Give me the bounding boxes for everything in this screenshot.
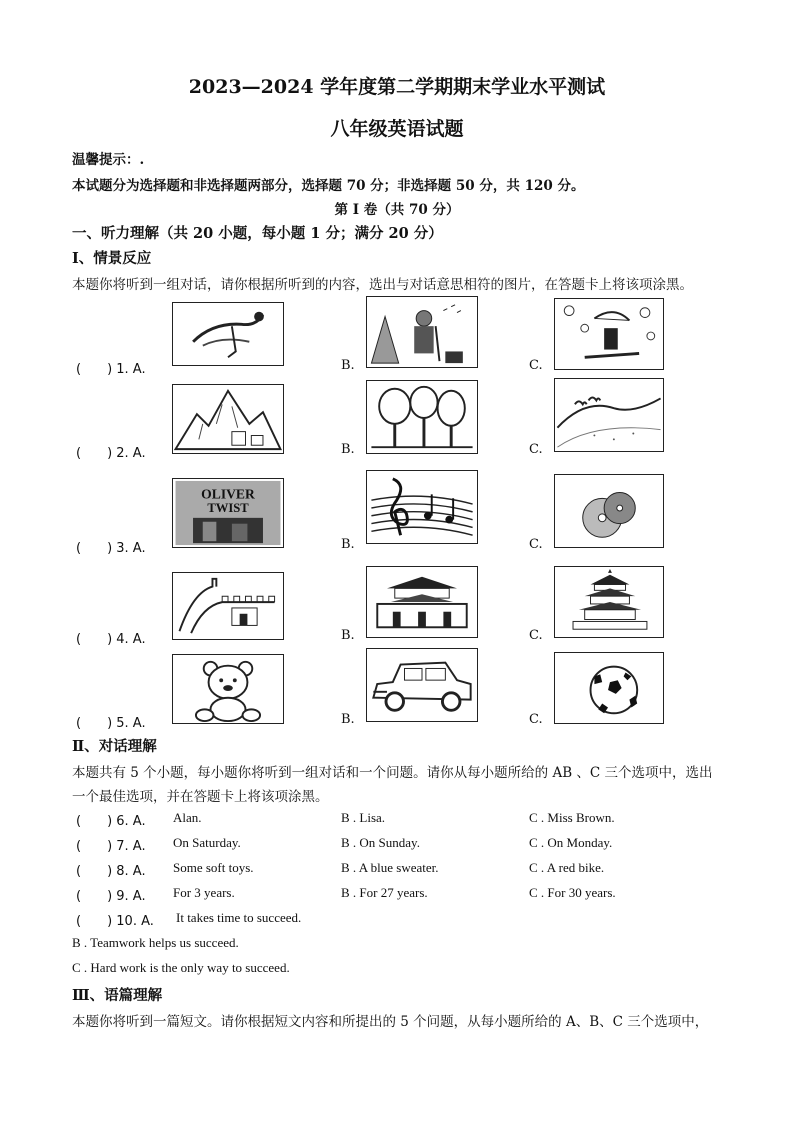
music-notes-icon [367,471,477,543]
q7-label: ( ) 7. A. [76,839,146,854]
tiananmen-icon [367,567,477,637]
q1-option-b-image[interactable] [366,296,478,368]
part3-instruction: 本题你将听到一篇短文。请你根据短文内容和所提出的 5 个问题，从每小题所给的 A、B、C 三个选项中， [72,1014,709,1030]
q3-option-c-label: C. [529,537,543,552]
q3-option-c-image[interactable] [554,474,664,548]
soccer-ball-icon [555,653,663,723]
q6-option-a[interactable]: Alan. [173,810,202,825]
q3-label: ( ) 3. A. [76,541,146,556]
q9-option-c[interactable]: C . For 30 years. [529,885,616,900]
q4-option-c-image[interactable] [554,566,664,638]
q2-option-c-label: C. [529,442,543,457]
q4-option-c-label: C. [529,628,543,643]
q5-option-b-label: B. [341,712,355,727]
q2-option-b-label: B. [341,442,355,457]
section1-title: 一、听力理解（共 20 小题，每小题 1 分；满分 20 分） [72,225,443,242]
q6-option-b[interactable]: B . Lisa. [341,810,386,825]
q4-option-b-image[interactable] [366,566,478,638]
q7-option-a[interactable]: On Saturday. [173,835,241,850]
book-title-line1: OLIVER [201,486,255,502]
desert-camels-icon [555,379,663,451]
q7-option-c[interactable]: C . On Monday. [529,835,613,850]
q3-option-a-image[interactable] [172,478,284,548]
teddy-bear-icon [173,655,283,723]
q4-option-a-image[interactable] [172,572,284,640]
q7-option-b[interactable]: B . On Sunday. [341,835,420,850]
temple-of-heaven-icon [555,567,663,637]
book-title-line2: TWIST [207,501,249,516]
oliver-twist-book-icon [173,479,283,547]
part2-instruction-line2: 一个最佳选项，并在答题卡上将该项涂黑。 [72,789,329,805]
q9-option-a[interactable]: For 3 years. [173,885,235,900]
q8-option-c[interactable]: C . A red bike. [529,860,605,875]
q8-label: ( ) 8. A. [76,864,146,879]
q2-label: ( ) 2. A. [76,446,146,461]
q2-option-a-image[interactable] [172,384,284,454]
part1-instruction: 本题你将听到一组对话，请你根据所听到的内容，选出与对话意思相符的图片，在答题卡上将该项涂黑。 [72,277,693,293]
q3-option-b-image[interactable] [366,470,478,544]
part3-title: Ⅲ、语篇理解 [72,987,163,1004]
q5-option-c-label: C. [529,712,543,727]
car-icon [367,649,477,721]
q4-option-b-label: B. [341,628,355,643]
q10-label: ( ) 10. A. [76,914,154,929]
q10-option-b[interactable]: B . Teamwork helps us succeed. [72,935,239,950]
q4-label: ( ) 4. A. [76,632,146,647]
mountain-village-icon [173,385,283,453]
part2-title: Ⅱ、对话理解 [72,738,157,755]
q10-option-c[interactable]: C . Hard work is the only way to succeed. [72,960,290,975]
q1-option-c-label: C. [529,358,543,373]
exam-title: 2023—2024 学年度第二学期期末学业水平测试 [188,76,606,98]
q5-option-c-image[interactable] [554,652,664,724]
part2-instruction-line1: 本题共有 5 个小题，每小题你将听到一组对话和一个问题。请你从每小题所给的 AB 、C 三个选项中，选出 [72,765,713,781]
notice-text: 本试题分为选择题和非选择题两部分，选择题 70 分；非选择题 50 分，共 120 分。 [72,178,585,194]
great-wall-icon [173,573,283,639]
q5-option-b-image[interactable] [366,648,478,722]
q1-option-b-label: B. [341,358,355,373]
chang-e-flying-icon [173,303,283,365]
q1-label: ( ) 1. A. [76,362,146,377]
q10-option-a[interactable]: It takes time to succeed. [176,910,302,925]
q6-option-c[interactable]: C . Miss Brown. [529,810,615,825]
forest-trees-icon [367,381,477,453]
archer-suns-icon [555,299,663,369]
cd-discs-icon [555,475,663,547]
q1-option-c-image[interactable] [554,298,664,370]
q9-label: ( ) 9. A. [76,889,146,904]
notice-label: 温馨提示：. [72,152,145,168]
q5-label: ( ) 5. A. [76,716,146,731]
q6-label: ( ) 6. A. [76,814,146,829]
q8-option-a[interactable]: Some soft toys. [173,860,254,875]
volume-title: 第 I 卷（共 70 分） [334,202,460,218]
q5-option-a-image[interactable] [172,654,284,724]
q3-option-b-label: B. [341,537,355,552]
q2-option-b-image[interactable] [366,380,478,454]
q2-option-c-image[interactable] [554,378,664,452]
q9-option-b[interactable]: B . For 27 years. [341,885,428,900]
q1-option-a-image[interactable] [172,302,284,366]
old-man-mountain-icon [367,297,477,367]
q8-option-b[interactable]: B . A blue sweater. [341,860,439,875]
exam-subtitle: 八年级英语试题 [330,118,464,140]
part1-title: Ⅰ、情景反应 [72,250,152,267]
